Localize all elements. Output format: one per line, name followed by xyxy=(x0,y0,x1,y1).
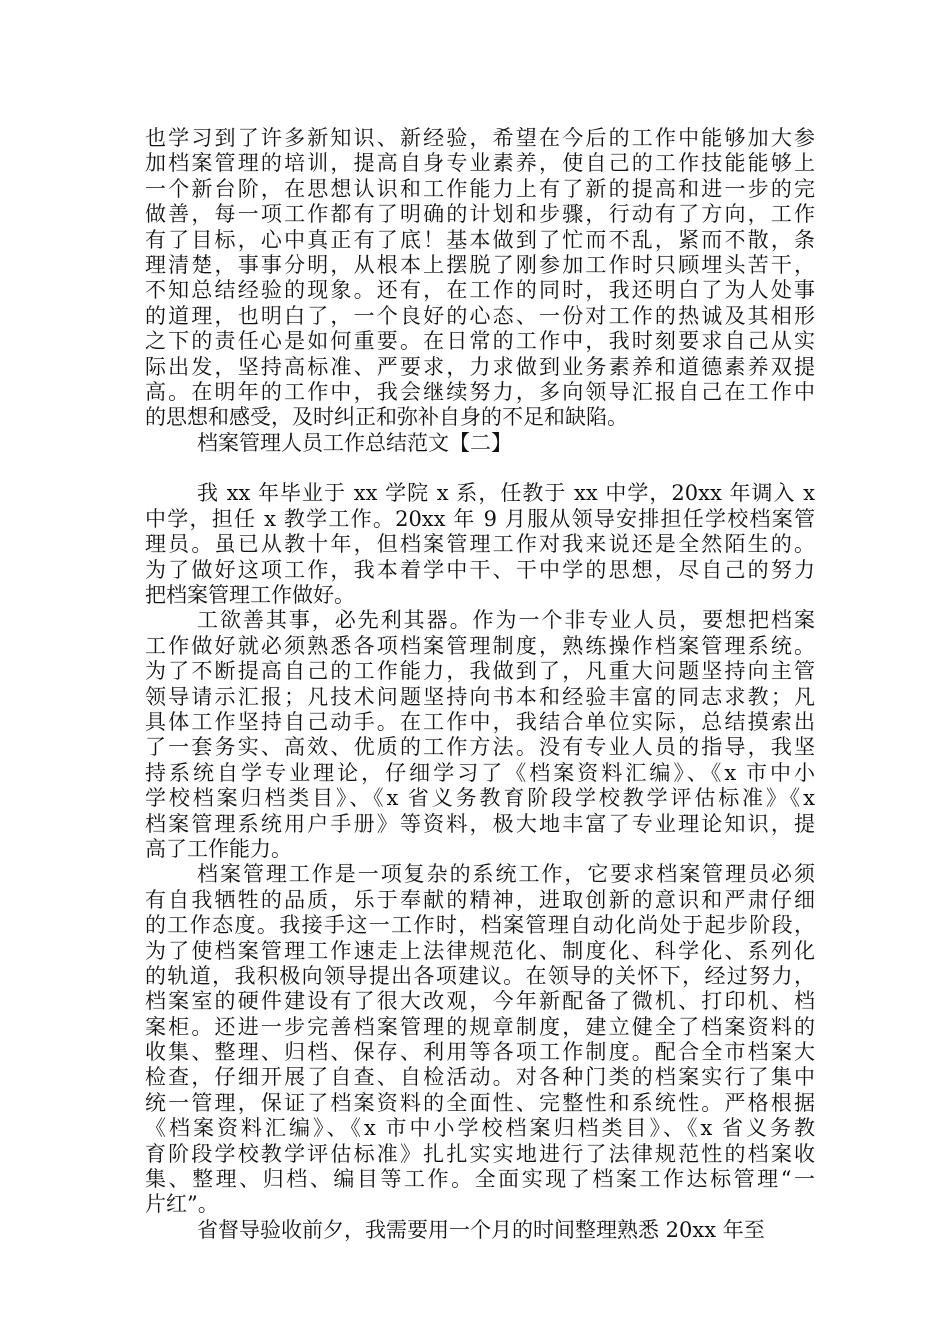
text-line: 育阶段学校教学评估标准》扎扎实实地进行了法律规范性的档案收 xyxy=(145,1141,815,1166)
text-line: 一个新台阶，在思想认识和工作能力上有了新的提高和进一步的完 xyxy=(145,176,815,201)
text-line: 了一套务实、高效、优质的工作方法。没有专业人员的指导，我坚 xyxy=(145,735,815,760)
text-line: 做善，每一项工作都有了明确的计划和步骤，行动有了方向，工作 xyxy=(145,202,815,227)
text-line: 统一管理，保证了档案资料的全面性、完整性和系统性。严格根据 xyxy=(145,1090,815,1115)
text-line: 收集、整理、归档、保存、利用等各项工作制度。配合全市档案大 xyxy=(145,1040,815,1065)
text-line: 具体工作坚持自己动手。在工作中，我结合单位实际，总结摸索出 xyxy=(145,709,815,734)
text-line: 省督导验收前夕，我需要用一个月的时间整理熟悉 20xx 年至 xyxy=(197,1217,765,1242)
paragraph-2 xyxy=(145,481,815,608)
text-line: 中学，担任 x 教学工作。20xx 年 9 月服从领导安排担任学校档案管 xyxy=(145,506,815,531)
paragraph-4 xyxy=(145,862,815,1217)
paragraph-5 xyxy=(145,1218,815,1243)
text-line: 也学习到了许多新知识、新经验，希望在今后的工作中能够加大参 xyxy=(145,126,815,150)
text-line: 领导请示汇报；凡技术问题坚持向书本和经验丰富的同志求教；凡 xyxy=(145,684,815,709)
text-line: 工欲善其事，必先利其器。作为一个非专业人员，要想把档案 xyxy=(197,608,815,633)
paragraph-3 xyxy=(145,608,815,862)
text-line: 为了使档案管理工作速走上法律规范化、制度化、科学化、系列化 xyxy=(145,938,815,963)
text-line: 之下的责任心是如何重要。在日常的工作中，我时刻要求自己从实 xyxy=(145,329,815,354)
text-line: 高了工作能力。 xyxy=(145,836,292,861)
text-line: 加档案管理的培训，提高自身专业素养，使自己的工作技能能够上 xyxy=(145,151,815,176)
text-line: 高。在明年的工作中，我会继续努力，多向领导汇报自己在工作中 xyxy=(145,379,815,404)
text-line: 不知总结经验的现象。还有，在工作的同时，我还明白了为人处事 xyxy=(145,278,815,303)
text-line: 的思想和感受，及时纠正和弥补自身的不足和缺陷。 xyxy=(145,405,628,430)
text-line: 案柜。还进一步完善档案管理的规章制度，建立健全了档案资料的 xyxy=(145,1014,815,1039)
text-line: 有自我牺牲的品质，乐于奉献的精神，进取创新的意识和严肃仔细 xyxy=(145,887,815,912)
text-line: 有了目标，心中真正有了底！基本做到了忙而不乱，紧而不散，条 xyxy=(145,227,815,252)
text-line: 际出发，坚持高标准、严要求，力求做到业务素养和道德素养双提 xyxy=(145,354,815,379)
text-line: 档案管理工作是一项复杂的系统工作，它要求档案管理员必须 xyxy=(197,862,815,887)
document-body xyxy=(145,126,815,1243)
text-line: 为了做好这项工作，我本着学中干、干中学的思想，尽自己的努力 xyxy=(145,557,815,582)
text-line: 工作做好就必须熟悉各项档案管理制度，熟练操作档案管理系统。 xyxy=(145,633,815,658)
paragraph-1 xyxy=(145,126,815,431)
text-line: 档案室的硬件建设有了很大改观，今年新配备了微机、打印机、档 xyxy=(145,989,815,1014)
text-line: 的工作态度。我接手这一工作时，档案管理自动化尚处于起步阶段， xyxy=(145,913,815,938)
blank-line xyxy=(145,456,815,481)
text-line: 为了不断提高自己的工作能力，我做到了，凡重大问题坚持向主管 xyxy=(145,659,815,684)
text-line: 集、整理、归档、编目等工作。全面实现了档案工作达标管理“一 xyxy=(145,1167,815,1192)
text-line: 持系统自学专业理论，仔细学习了《档案资料汇编》、《x 市中小 xyxy=(145,760,815,785)
text-line: 理清楚，事事分明，从根本上摆脱了刚参加工作时只顾埋头苦干， xyxy=(145,252,815,277)
text-line: 片红”。 xyxy=(145,1192,219,1217)
section-heading: 档案管理人员工作总结范文【二】 xyxy=(197,430,512,455)
text-line: 的道理，也明白了，一个良好的心态、一份对工作的热诚及其相形 xyxy=(145,303,815,328)
text-line: 档案管理系统用户手册》等资料，极大地丰富了专业理论知识，提 xyxy=(145,811,815,836)
text-line: 学校档案归档类目》、《x 省义务教育阶段学校教学评估标准》《x xyxy=(145,786,815,811)
text-line: 《档案资料汇编》、《x 市中小学校档案归档类目》、《x 省义务教 xyxy=(145,1116,815,1141)
text-line: 理员。虽已从教十年，但档案管理工作对我来说还是全然陌生的。 xyxy=(145,532,815,557)
text-line: 的轨道，我积极向领导提出各项建议。在领导的关怀下，经过努力， xyxy=(145,963,815,988)
text-line: 检查，仔细开展了自查、自检活动。对各种门类的档案实行了集中 xyxy=(145,1065,815,1090)
text-line: 我 xx 年毕业于 xx 学院 x 系，任教于 xx 中学，20xx 年调入 x xyxy=(197,481,815,506)
text-line: 把档案管理工作做好。 xyxy=(145,583,355,608)
